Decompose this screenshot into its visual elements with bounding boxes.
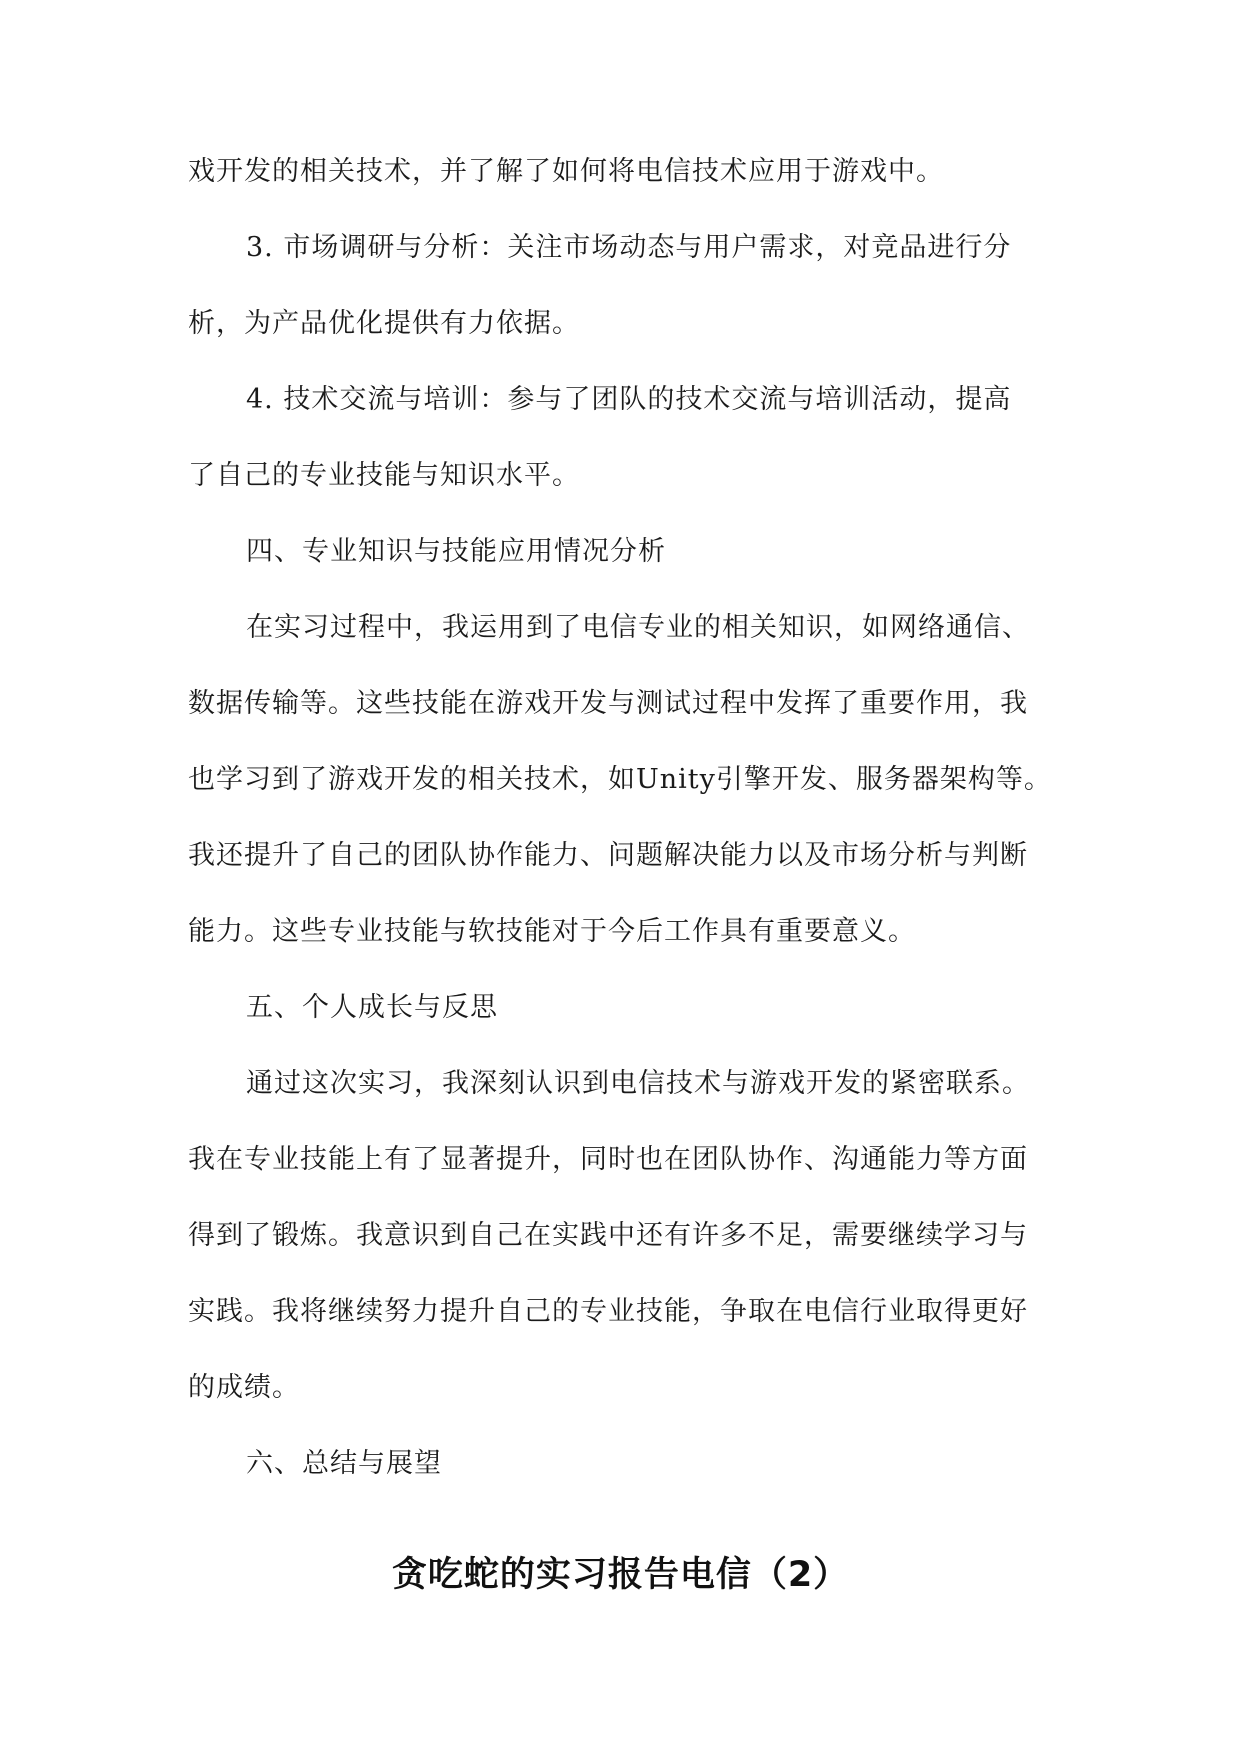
section-heading-4: 四、专业知识与技能应用情况分析 — [246, 536, 666, 567]
paragraph-line: 实践。我将继续努力提升自己的专业技能，争取在电信行业取得更好 — [188, 1296, 1028, 1327]
paragraph-line: 数据传输等。这些技能在游戏开发与测试过程中发挥了重要作用，我 — [188, 688, 1028, 719]
paragraph-line: 通过这次实习，我深刻认识到电信技术与游戏开发的紧密联系。 — [246, 1068, 1030, 1099]
paragraph-line: 也学习到了游戏开发的相关技术，如Unity引擎开发、服务器架构等。 — [188, 764, 1052, 795]
section-heading-6: 六、总结与展望 — [246, 1448, 442, 1479]
paragraph-line: 的成绩。 — [188, 1372, 300, 1403]
paragraph-line: 得到了锻炼。我意识到自己在实践中还有许多不足，需要继续学习与 — [188, 1220, 1028, 1251]
paragraph-line: 戏开发的相关技术，并了解了如何将电信技术应用于游戏中。 — [188, 156, 944, 187]
list-item-3-line: 析，为产品优化提供有力依据。 — [188, 308, 580, 339]
list-item-4-line: 了自己的专业技能与知识水平。 — [188, 460, 580, 491]
paragraph-line: 我在专业技能上有了显著提升，同时也在团队协作、沟通能力等方面 — [188, 1144, 1028, 1175]
paragraph-line: 能力。这些专业技能与软技能对于今后工作具有重要意义。 — [188, 916, 916, 947]
paragraph-line: 在实习过程中，我运用到了电信专业的相关知识，如网络通信、 — [246, 612, 1030, 643]
document-title: 贪吃蛇的实习报告电信（2） — [391, 1555, 850, 1595]
section-heading-5: 五、个人成长与反思 — [246, 992, 498, 1023]
list-item-3-line: 3. 市场调研与分析：关注市场动态与用户需求，对竞品进行分 — [246, 232, 1012, 263]
list-item-4-line: 4. 技术交流与培训：参与了团队的技术交流与培训活动，提高 — [246, 384, 1012, 415]
paragraph-line: 我还提升了自己的团队协作能力、问题解决能力以及市场分析与判断 — [188, 840, 1028, 871]
